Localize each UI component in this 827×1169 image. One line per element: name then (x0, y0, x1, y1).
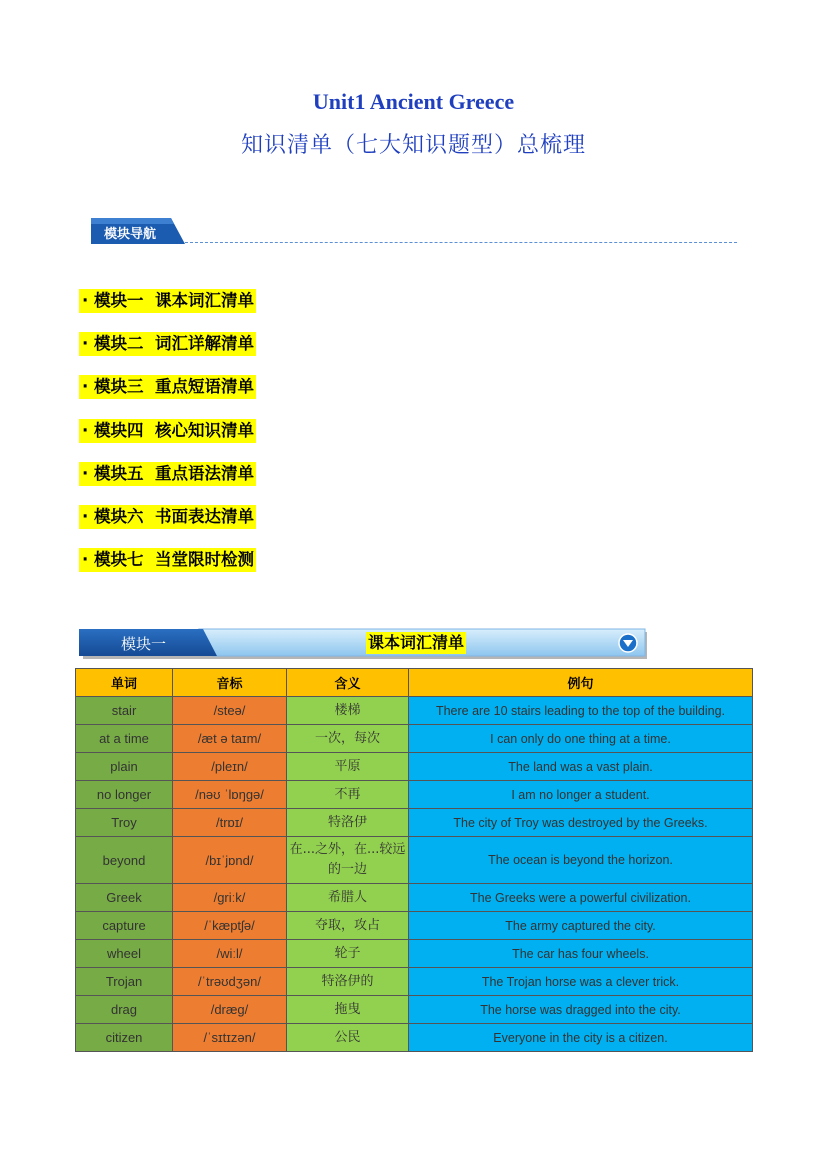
meaning-cell: 特洛伊 (287, 809, 409, 837)
word-cell: capture (76, 912, 173, 940)
meaning-cell: 希腊人 (287, 884, 409, 912)
word-cell: Troy (76, 809, 173, 837)
section-module-label: 模块一 (121, 635, 167, 653)
module-link-2[interactable]: · 模块二 词汇详解清单 (79, 332, 256, 356)
phonetic-cell: /bɪˈjɒnd/ (173, 837, 287, 884)
module-link-5[interactable]: · 模块五 重点语法清单 (79, 462, 256, 486)
word-cell: Trojan (76, 968, 173, 996)
phonetic-cell: /trɒɪ/ (173, 809, 287, 837)
document-title-english: Unit1 Ancient Greece (312, 89, 515, 114)
document-title-chinese: 知识清单（七大知识题型）总梳理 (240, 133, 586, 158)
phonetic-cell: /steə/ (173, 697, 287, 725)
header-word: 单词 (76, 669, 173, 697)
example-cell: The Trojan horse was a clever trick. (409, 968, 753, 996)
meaning-cell: 平原 (287, 753, 409, 781)
meaning-cell: 不再 (287, 781, 409, 809)
module-link-4[interactable]: · 模块四 核心知识清单 (79, 419, 256, 443)
table-row (76, 996, 753, 1024)
module-navigation-label: 模块导航 (104, 227, 157, 242)
table-row (76, 1024, 753, 1052)
table-row (76, 884, 753, 912)
meaning-cell: 夺取，攻占 (287, 912, 409, 940)
table-header-row (76, 669, 753, 697)
table-row (76, 697, 753, 725)
phonetic-cell: /ˈsɪtɪzən/ (173, 1024, 287, 1052)
table-row (76, 781, 753, 809)
word-cell: at a time (76, 725, 173, 753)
word-cell: drag (76, 996, 173, 1024)
table-row (76, 940, 753, 968)
module-link-3[interactable]: · 模块三 重点短语清单 (79, 375, 256, 399)
phonetic-cell: /ˈkæptʃə/ (173, 912, 287, 940)
table-row (76, 725, 753, 753)
phonetic-cell: /pleɪn/ (173, 753, 287, 781)
table-row (76, 753, 753, 781)
module-link-1[interactable]: · 模块一 课本词汇清单 (79, 289, 256, 313)
header-example: 例句 (409, 669, 753, 697)
phonetic-cell: /dræɡ/ (173, 996, 287, 1024)
meaning-cell: 在...之外，在...较远的一边 (287, 837, 409, 884)
vocabulary-table (75, 668, 753, 1052)
word-cell: plain (76, 753, 173, 781)
meaning-cell: 楼梯 (287, 697, 409, 725)
word-cell: no longer (76, 781, 173, 809)
meaning-cell: 特洛伊的 (287, 968, 409, 996)
word-cell: citizen (76, 1024, 173, 1052)
example-cell: I am no longer a student. (409, 781, 753, 809)
header-phonetic: 音标 (173, 669, 287, 697)
module-link-7[interactable]: · 模块七 当堂限时检测 (79, 548, 256, 572)
section-banner (79, 628, 649, 660)
phonetic-cell: /ˈtrəʊdʒən/ (173, 968, 287, 996)
phonetic-cell: /ɡriːk/ (173, 884, 287, 912)
phonetic-cell: /æt ə taɪm/ (173, 725, 287, 753)
section-title: 课本词汇清单 (368, 633, 465, 652)
module-navigation-tab (91, 218, 185, 244)
example-cell: The horse was dragged into the city. (409, 996, 753, 1024)
meaning-cell: 公民 (287, 1024, 409, 1052)
phonetic-cell: /wiːl/ (173, 940, 287, 968)
word-cell: stair (76, 697, 173, 725)
table-row (76, 912, 753, 940)
table-row (76, 809, 753, 837)
navigation-divider (185, 242, 737, 243)
word-cell: Greek (76, 884, 173, 912)
example-cell: The Greeks were a powerful civilization. (409, 884, 753, 912)
example-cell: The car has four wheels. (409, 940, 753, 968)
example-cell: There are 10 stairs leading to the top of the building. (409, 697, 753, 725)
example-cell: The ocean is beyond the horizon. (409, 837, 753, 884)
example-cell: The land was a vast plain. (409, 753, 753, 781)
table-row (76, 968, 753, 996)
word-cell: beyond (76, 837, 173, 884)
table-row (76, 837, 753, 884)
example-cell: I can only do one thing at a time. (409, 725, 753, 753)
example-cell: The army captured the city. (409, 912, 753, 940)
phonetic-cell: /nəʊ ˈlɒŋɡə/ (173, 781, 287, 809)
meaning-cell: 一次，每次 (287, 725, 409, 753)
module-link-6[interactable]: · 模块六 书面表达清单 (79, 505, 256, 529)
word-cell: wheel (76, 940, 173, 968)
example-cell: Everyone in the city is a citizen. (409, 1024, 753, 1052)
meaning-cell: 拖曳 (287, 996, 409, 1024)
header-meaning: 含义 (287, 669, 409, 697)
example-cell: The city of Troy was destroyed by the Greeks. (409, 809, 753, 837)
meaning-cell: 轮子 (287, 940, 409, 968)
